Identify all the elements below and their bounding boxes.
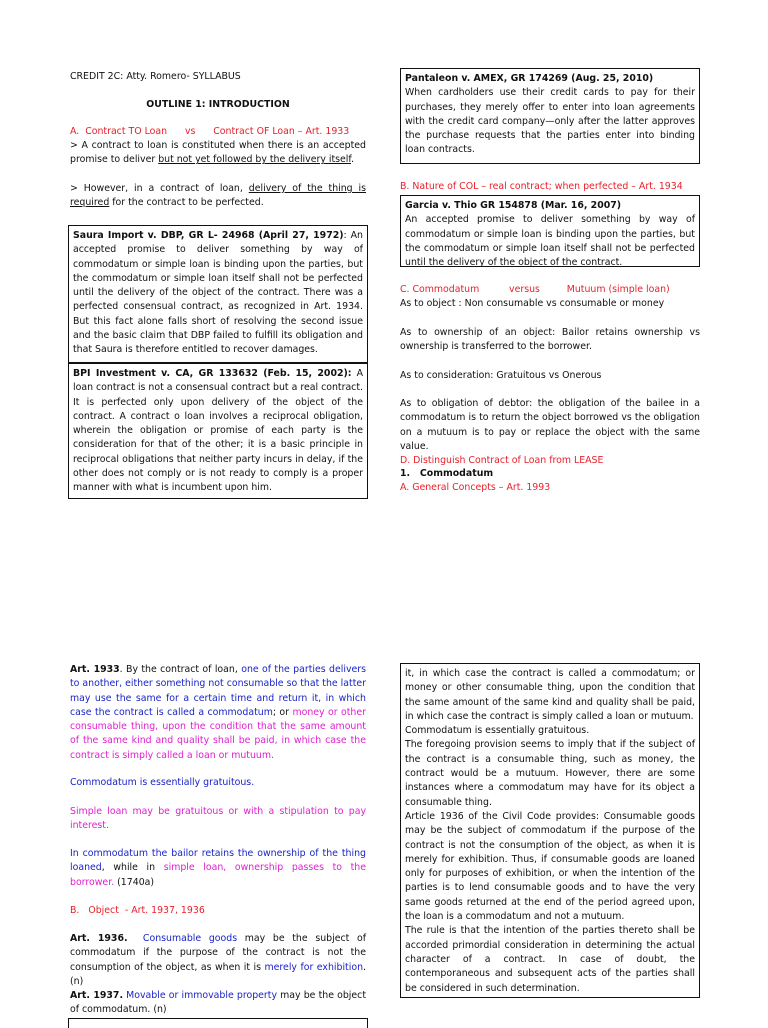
garcia-case-box — [400, 195, 700, 267]
contract-of-loan-paragraph — [70, 182, 366, 211]
section-b-object-heading: B. Object - Art. 1937, 1936 — [70, 905, 205, 916]
art-1933-commodatum-text: one of the parties delivers to another, either something not consumable so that the latter may use the same for a certain time and return it, in which case the contract is called a commodatum — [70, 664, 366, 718]
simple-loan-line: Simple loan may be gratuitous or with a stipulation to pay interest. — [70, 806, 366, 832]
p1-text: > A contract to loan is constituted when there is an accepted promise to deliver — [70, 140, 366, 166]
art-1933-paragraph — [70, 663, 366, 763]
p2-underlined: delivery of the thing is required — [70, 183, 367, 209]
art-1937-property: Movable or immovable property — [126, 990, 277, 1001]
p1-end: . — [351, 154, 354, 166]
p2-text: > However, in a contract of loan, — [70, 183, 249, 194]
art-1936-label: Art. 1936. — [70, 933, 128, 944]
contract-to-loan-paragraph — [70, 139, 366, 168]
section-d-heading: D. Distinguish Contract of Loan from LEASE — [400, 455, 604, 466]
next-box-edge — [68, 1018, 368, 1028]
comparison-obligation: As to obligation of debtor: the obligation of the bailee in a commodatum is to return the object borrowed vs the obligation on a mutuum is to pay or replace the object with the same value. — [400, 398, 700, 452]
commentary-paragraph-1: it, in which case the contract is called a commodatum; or money or other consumable thing, upon the condition that the same amount of the same kind and quality shall be paid, in which case the contract is simply called a loan or mutuum. — [405, 668, 695, 722]
art-1933-label: Art. 1933 — [70, 664, 120, 675]
art-1936-exhibition: merely for exhibition — [264, 961, 364, 973]
saura-case-body: : An accepted promise to deliver something by way of commodatum or simple loan is binding upon the parties, but the commodatum or simple loan itself shall not be perfected until the delivery of the object of the contract. There was a perfected consensual contract, as recognized in Art. 1934. But this fact alone falls short of resolving the second issue and the basic claim that DBP failed to fulfill its obligation and that Saura is therefore entitled to recover damages. — [73, 230, 363, 356]
comparison-consideration: As to consideration: Gratuitous vs Onerous — [400, 370, 602, 381]
ownership-commodatum: In commodatum the bailor retains the ownership of the thing loaned — [70, 848, 366, 874]
section-a-heading: A. Contract TO Loan vs Contract OF Loan – Art. 1933 — [70, 126, 350, 137]
bpi-case-box — [68, 363, 368, 499]
art-1936-paragraph — [70, 932, 366, 989]
art-1937-paragraph — [70, 989, 366, 1018]
garcia-case-body: An accepted promise to deliver something by way of commodatum or simple loan is binding upon the parties, but the commodatum or simple loan itself shall not be perfected until the delivery of the object of the contract. — [405, 214, 695, 269]
commentary-paragraph-5: The rule is that the intention of the parties thereto shall be accorded primordial consideration in determining the actual character of a contract. In case of doubt, the contemporaneous and subsequent acts of the parties shall be considered in such determination. — [405, 925, 695, 994]
art-1937-label: Art. 1937. — [70, 990, 124, 1001]
art-1933-text: . By the contract of loan, — [119, 664, 242, 675]
pantaleon-case-body: When cardholders use their credit cards to pay for their purchases, they merely offer to enter into loan agreements with the credit card company—only after the latter approves the purchase requests that the parties enter into binding loan contracts. — [405, 87, 695, 156]
garcia-case-title: Garcia v. Thio GR 154878 (Mar. 16, 2007) — [405, 200, 622, 211]
saura-case-box — [68, 225, 368, 363]
comparison-object: As to object : Non consumable vs consumable or money — [400, 298, 665, 309]
gratuitous-line: Commodatum is essentially gratuitous. — [70, 777, 255, 788]
syllabus-header: CREDIT 2C: Atty. Romero- SYLLABUS — [70, 71, 241, 82]
comparison-ownership: As to ownership of an object: Bailor retains ownership vs ownership is transferred to the borrower. — [400, 327, 700, 353]
bpi-case-text — [73, 367, 363, 496]
section-c-heading: C. Commodatum versus Mutuum (simple loan) — [400, 284, 670, 295]
section-b-heading: B. Nature of COL – real contract; when perfected – Art. 1934 — [400, 181, 683, 192]
general-concepts-heading: A. General Concepts – Art. 1993 — [400, 482, 551, 493]
ownership-connector: , while in — [101, 862, 164, 874]
art-1937-text: may be the object of commodatum. (n) — [70, 990, 367, 1016]
commentary-box — [400, 663, 700, 998]
art-1936-consumable: Consumable goods — [142, 933, 238, 944]
art-1936-citation: . (n) — [70, 961, 366, 987]
art-1936-text: may be the subject of commodatum if the purpose of the contract is not the consumption of the object, as when it is — [70, 933, 367, 973]
pantaleon-case-box — [400, 68, 700, 164]
art-1933-connector: ; or — [272, 706, 293, 718]
bpi-case-title: BPI Investment v. CA, GR 133632 (Feb. 15, 2002): — [73, 368, 352, 379]
art-1933-mutuum-text: money or other consumable thing, upon the condition that the same amount of the same kind and quality shall be paid, in which case the contract is simply called a loan or mutuum. — [70, 706, 366, 761]
ownership-paragraph — [70, 847, 366, 890]
ownership-mutuum: simple loan, ownership passes to the borrower. — [70, 862, 366, 888]
commentary-paragraph-3: The foregoing provision seems to imply that if the subject of the contract is a consumable thing, such as money, the contract would be a mutuum. However, there are some instances where a commodatum may have for its object a consumable thing. — [405, 739, 695, 808]
ownership-citation: (1740a) — [114, 876, 155, 888]
commentary-paragraph-4: Article 1936 of the Civil Code provides: Consumable goods may be the subject of commodatum if the purpose of the contract is not the consumption of the object, as when it is merely for exhibition. Thus, if consumable goods are loaned only for purposes of exhibition, or when the intention of the parties is to lend consumable goods and to have the very same goods returned at the end of the period agreed upon, the loan is a commodatum and not a mutuum. — [405, 810, 695, 923]
outline-title: OUTLINE 1: INTRODUCTION — [146, 99, 290, 110]
bpi-case-body: A loan contract is not a consensual contract but a real contract. It is perfected only upon delivery of the object of the contract. A contract o loan involves a reciprocal obligation, wherein the obligation or promise of each party is the consideration for that of the other; it is a basic principle in reciprocal obligations that neither party incurs in delay, if the other does not comply or is not ready to comply is a proper manner with what is incumbent upon him. — [73, 368, 363, 494]
commentary-paragraph-2: Commodatum is essentially gratuitous. — [405, 725, 590, 737]
pantaleon-case-title: Pantaleon v. AMEX, GR 174269 (Aug. 25, 2010) — [405, 73, 654, 84]
p2-end: for the contract to be perfected. — [109, 197, 264, 209]
p1-underlined: but not yet followed by the delivery itself — [158, 154, 352, 166]
commodatum-heading: 1. Commodatum — [400, 468, 494, 479]
saura-case-title: Saura Import v. DBP, GR L- 24968 (April 27, 1972) — [73, 230, 344, 241]
saura-case-text — [73, 229, 363, 358]
